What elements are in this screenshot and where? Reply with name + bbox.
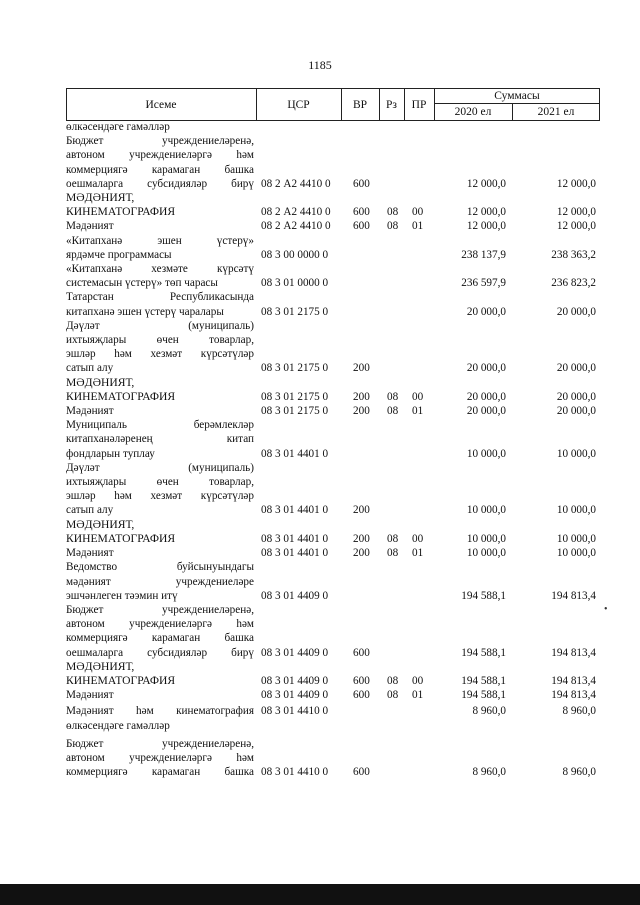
table-body xyxy=(66,120,600,779)
header-year-2021: 2021 ел xyxy=(537,106,575,118)
table-row: Бюджет учреждениеләренә, автоном учреждениеләргә һәм коммерциягә карамаган башка оешмаларга субсидияләр бирү 08 3 01 4409 0 600 194 588,1 194 813,4 xyxy=(66,603,596,659)
table-row: Дәүләт (муниципаль) ихтыяҗлары өчен товарлар, эшләр һәм хезмәт күрсәтүләр сатып алу 08 3 01 2175 0 200 20 000,0 20 000,0 xyxy=(66,319,596,375)
table-row: Мәдәният 08 3 01 4401 0 200 08 01 10 000,0 10 000,0 xyxy=(66,547,596,560)
table-row: Мәдәният 08 3 01 2175 0 200 08 01 20 000,0 20 000,0 xyxy=(66,405,596,418)
table-row: өлкәсендәге гамәлләр xyxy=(66,121,170,133)
table-row: МӘДӘНИЯТ, КИНЕМАТОГРАФИЯ 08 2 А2 4410 0 600 08 00 12 000,0 12 000,0 xyxy=(66,191,596,219)
header-csr: ЦСР xyxy=(287,98,310,111)
table-row: «Китапханә хезмәте күрсәтү системасын үстерү» төп чарасы 08 3 01 0000 0 236 597,9 236 823,2 xyxy=(66,263,596,290)
table-row: МӘДӘНИЯТ, КИНЕМАТОГРАФИЯ 08 3 01 4409 0 600 08 00 194 588,1 194 813,4 xyxy=(66,659,596,687)
header-name: Исеме xyxy=(145,98,177,111)
table-row: Бюджет учреждениеләренә, автоном учреждениеләргә һәм коммерциягә карамаган башка 08 3 01 4410 0 600 8 960,0 8 960,0 xyxy=(66,737,596,779)
table-row: Дәүләт (муниципаль) ихтыяҗлары өчен товарлар, эшләр һәм хезмәт күрсәтүләр сатып алу 08 3 01 4401 0 200 10 000,0 10 000,0 xyxy=(66,461,596,517)
header-pr: ПР xyxy=(411,98,427,111)
scan-mark: • xyxy=(604,604,608,615)
table-row: МӘДӘНИЯТ, КИНЕМАТОГРАФИЯ 08 3 01 4401 0 200 08 00 10 000,0 10 000,0 xyxy=(66,517,596,545)
table-row: «Китапханә эшен үстерү» ярдәмче программасы 08 3 00 0000 0 238 137,9 238 363,2 xyxy=(66,234,596,261)
header-vr: ВР xyxy=(352,98,368,111)
header-year-2020: 2020 ел xyxy=(454,106,492,118)
table-row: Мәдәният һәм кинематография өлкәсендәге гамәлләр 08 3 01 4410 0 8 960,0 8 960,0 xyxy=(66,705,596,732)
table-row: Мәдәният 08 3 01 4409 0 600 08 01 194 588,1 194 813,4 xyxy=(66,689,596,702)
scan-bottom-border xyxy=(0,884,640,905)
table-row: Муниципаль берәмлекләр китапханәләренең китап фондларын туплау 08 3 01 4401 0 10 000,0 10 000,0 xyxy=(66,419,596,460)
table-row: Татарстан Республикасында китапханә эшен үстерү чаралары 08 3 01 2175 0 20 000,0 20 000,0 xyxy=(66,291,596,318)
table-row: МӘДӘНИЯТ, КИНЕМАТОГРАФИЯ 08 3 01 2175 0 200 08 00 20 000,0 20 000,0 xyxy=(66,375,596,403)
header-sums: Суммасы xyxy=(494,89,540,102)
table-row: Ведомство буйсынуындагы мәдәният учреждениеләре эшчәнлеген тәэмин итү 08 3 01 4409 0 194 588,1 194 813,4 xyxy=(66,561,596,602)
table-row: Бюджет учреждениеләренә, автоном учреждениеләргә һәм коммерциягә карамаган башка оешмаларга субсидияләр бирү 08 2 А2 4410 0 600 12 000,0 12 000,0 xyxy=(66,135,596,190)
header-rz: Рз xyxy=(386,98,397,111)
table-row: Мәдәният 08 2 А2 4410 0 600 08 01 12 000,0 12 000,0 xyxy=(66,220,596,233)
page-number: 1185 xyxy=(308,58,332,72)
